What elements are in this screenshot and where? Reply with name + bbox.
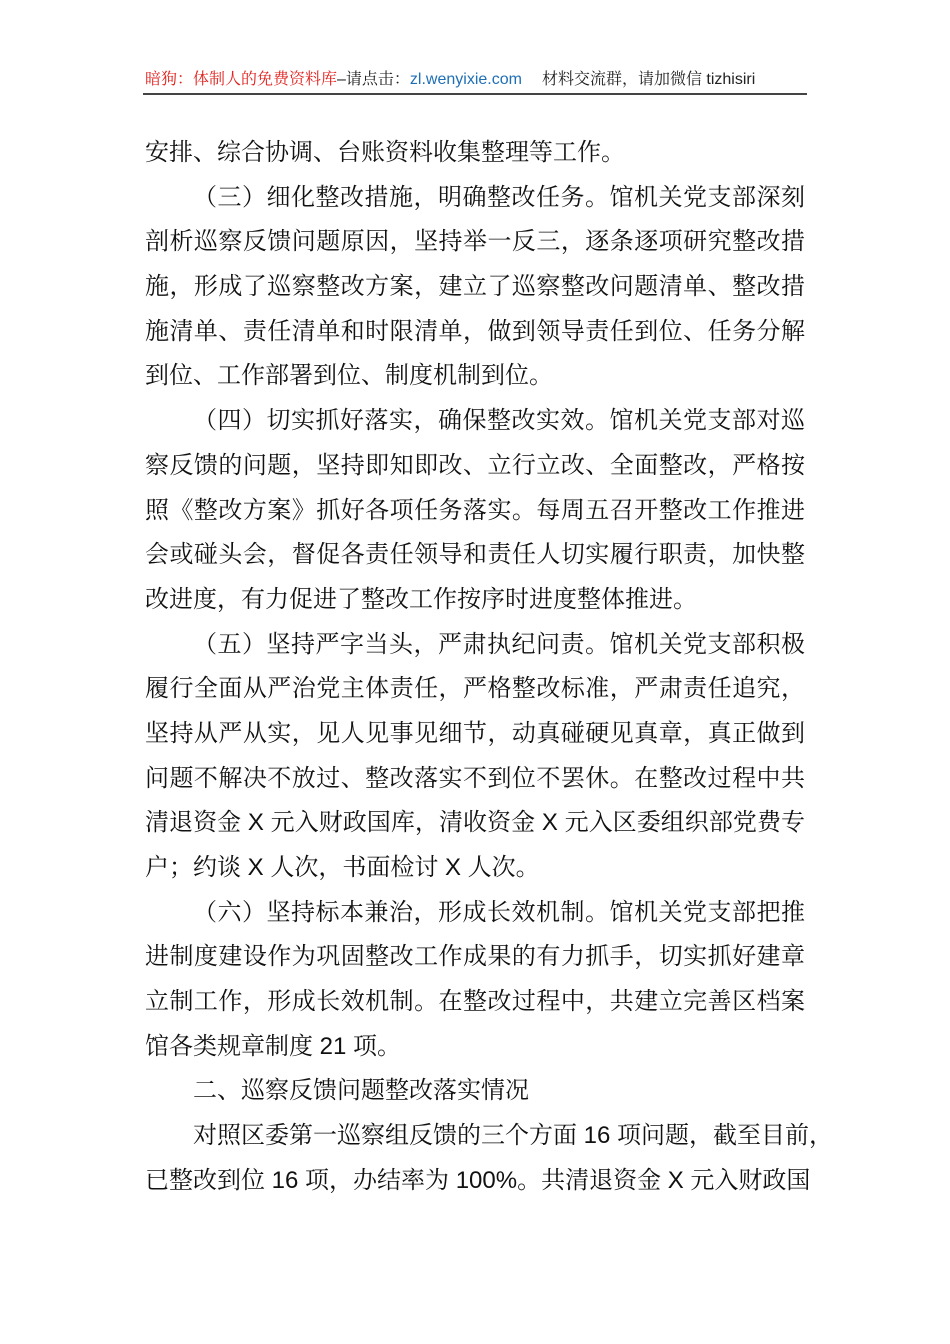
text-line: 二、巡察反馈问题整改落实情况 [193,1077,529,1105]
header-divider [143,93,807,95]
document-body [145,135,834,1208]
text-line: 问题不解决不放过、整改落实不到位不罢休。在整改过程中共 [145,764,805,792]
text-line: 坚持从严从实，见人见事见细节，动真碰硬见真章，真正做到 [145,719,805,747]
text-line: 剖析巡察反馈问题原因，坚持举一反三，逐条逐项研究整改措 [145,228,805,256]
text-line: 立制工作，形成长效机制。在整改过程中，共建立完善区档案 [145,988,805,1016]
text-line: 已整改到位 16 项，办结率为 100%。共清退资金 X 元入财政国 [145,1166,811,1194]
text-line: 改进度，有力促进了整改工作按序时进度整体推进。 [145,585,697,613]
text-line: 到位、工作部署到位、制度机制到位。 [145,362,553,390]
text-line: 安排、综合协调、台账资料收集整理等工作。 [145,139,625,166]
text-line: 馆各类规章制度 21 项。 [145,1032,402,1060]
text-line: 照《整改方案》抓好各项任务落实。每周五召开整改工作推进 [145,496,805,524]
header-url-link[interactable]: zl.wenyixie.com [409,71,522,88]
text-line: 察反馈的问题，坚持即知即改、立行立改、全面整改，严格按 [145,451,805,479]
page-header [145,68,805,92]
text-line: 施，形成了巡察整改方案，建立了巡察整改问题清单、整改措 [145,273,805,301]
text-line: 进制度建设作为巩固整改工作成果的有力抓手，切实抓好建章 [145,943,805,971]
text-line: 施清单、责任清单和时限清单，做到领导责任到位、任务分解 [145,317,805,345]
header-prompt: –请点击： [337,71,410,88]
text-line: （三）细化整改措施，明确整改任务。馆机关党支部深刻 [193,183,805,211]
text-line: 户；约谈 X 人次，书面检讨 X 人次。 [145,854,540,881]
text-line: 会或碰头会，督促各责任领导和责任人切实履行职责，加快整 [145,541,805,569]
header-contact: 材料交流群，请加微信 tizhisiri [541,71,756,88]
text-line: 对照区委第一巡察组反馈的三个方面 16 项问题，截至目前， [193,1122,834,1150]
text-line: （五）坚持严字当头，严肃执纪问责。馆机关党支部积极 [193,630,805,658]
text-line: （四）切实抓好落实，确保整改实效。馆机关党支部对巡 [193,407,805,435]
text-line: 履行全面从严治党主体责任，严格整改标准，严肃责任追究， [145,675,805,703]
text-line: 清退资金 X 元入财政国库，清收资金 X 元入区委组织部党费专 [145,809,805,837]
text-line: （六）坚持标本兼治，形成长效机制。馆机关党支部把推 [193,898,805,926]
header-brand: 暗狗：体制人的免费资料库 [145,71,338,88]
